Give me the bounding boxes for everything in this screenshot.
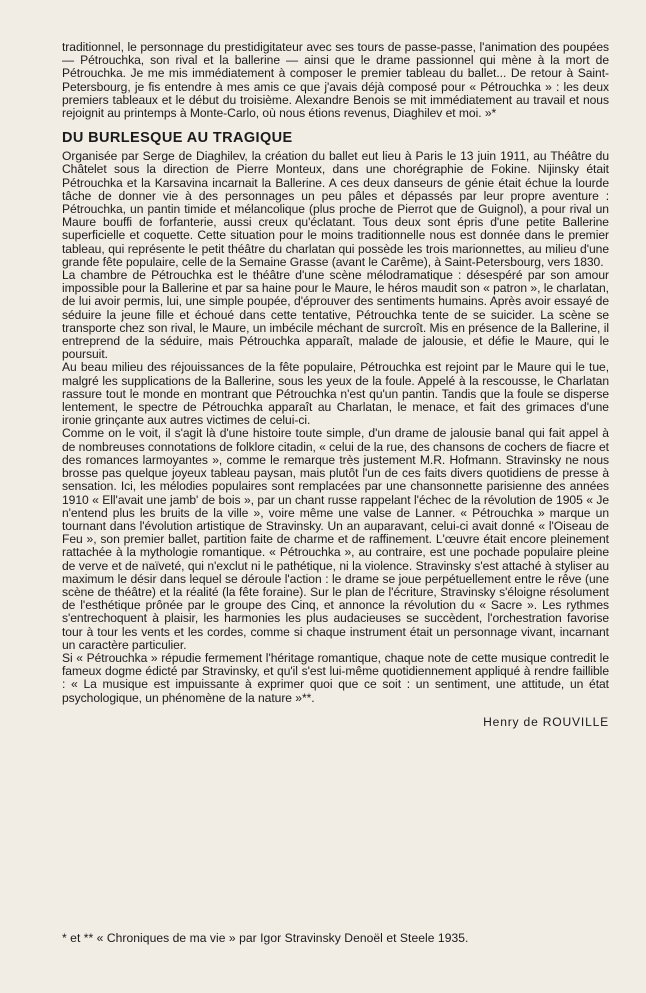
intro-paragraph: traditionnel, le personnage du prestidigitateur avec ses tours de passe-passe, l'animation des poupées — Pétrouchka, son rival et la ballerine — ainsi que le drame passionnel qui mène à la mort de Pétrouchka. Je me mis immédiatement à composer le premier tableau du ballet... De retour à Saint-Petersbourg, je fis entendre à mes amis ce que j'avais déjà composé pour « Pétrouchka » : les deux premiers tableaux et le début du troisième. Alexandre Benois se mit immédiatement au travail et nous rejoignit au printemps à Monte-Carlo, où nous étions revenus, Diaghilev et moi. »* bbox=[62, 40, 609, 121]
body-paragraph-5: Si « Pétrouchka » répudie fermement l'héritage romantique, chaque note de cette musique contredit le fameux dogme édicté par Stravinsky, et qu'il s'est lui-même quotidiennement appliqué à rendre faillible : « La musique est impuissante à exprimer quoi que ce soit : un sentiment, une attitude, un état psychologique, un phénomène de la nature »**. bbox=[62, 650, 609, 705]
body-paragraph-4: Comme on le voit, il s'agit là d'une histoire toute simple, d'un drame de jalousie banal qui fait appel à de nombreuses connotations de folklore citadin, « celui de la rue, des chansons de cochers de fiacre et des romances larmoyantes », comme le remarque très justement M.R. Hofmann. Stravinsky ne nous brosse pas quelque joyeux tableau paysan, mais plutôt l'un de ces faits divers quotidiens de presse à sensation. Ici, les mélodies populaires sont remplacées par une chansonnette parisienne des années 1910 « Ell'avait une jamb' de bois », par un chant russe rappelant l'échec de la révolution de 1905 « Je n'entend plus les bruits de la ville », voire même une valse de Lanner. « Pétrouchka » marque un tournant dans l'évolution artistique de Stravinsky. Un an auparavant, celui-ci avait donné « l'Oiseau de Feu », son premier ballet, partition faite de charme et de raffinement. L'œuvre était encore pleinement rattachée à la mythologie romantique. « Pétrouchka », au contraire, est une pochade populaire pleine de verve et de naïveté, qui n'exclut ni le pathétique, ni la violence. Stravinsky s'est attaché à styliser au maximum le désir dans lequel se déroule l'action : le drame se joue perpétuellement entre le rêve (une scène de théâtre) et la réalité (la fête foraine). Sur le plan de l'écriture, Stravinsky s'éloigne résolument de l'esthétique prônée par le groupe des Cinq, et annonce la révolution du « Sacre ». Les rythmes s'entrechoquent à plaisir, les harmonies les plus audacieuses se succèdent, l'orchestration favorise tour à tour les vents et les cordes, comme si chaque instrument était un personnage vivant, incarnant un caractère particulier. bbox=[62, 426, 609, 652]
body-paragraph-2: La chambre de Pétrouchka est le théâtre d'une scène mélodramatique : désespéré par son amour impossible pour la Ballerine et par sa haine pour le Maure, le héros maudit son « patron », le charlatan, de lui avoir permis, lui, une simple poupée, d'éprouver des sentiments humains. Après avoir essayé de séduire la jeune fille et échoué dans cette tentative, Pétrouchka tente de se suicider. La scène se transporte chez son rival, le Maure, un imbécile méchant de surcroît. Mis en présence de la Ballerine, il entreprend de la séduire, mais Pétrouchka apparaît, malade de jalousie, et défie le Maure, qui le poursuit. bbox=[62, 268, 609, 362]
body-paragraph-3: Au beau milieu des réjouissances de la fête populaire, Pétrouchka est rejoint par le Maure qui le tue, malgré les supplications de la Ballerine, sous les yeux de la foule. Appelé à la rescousse, le Charlatan rassure tout le monde en montrant que Pétrouchka n'est qu'un pantin. Tandis que la foule se disperse lentement, le spectre de Pétrouchka apparaît au Charlatan, le menace, et fait des grimaces d'une ironie grinçante aux autres victimes de celui-ci. bbox=[62, 360, 609, 428]
author-signature: Henry de ROUVILLE bbox=[483, 714, 609, 729]
footnote: * et ** « Chroniques de ma vie » par Igor Stravinsky Denoël et Steele 1935. bbox=[62, 931, 469, 945]
document-body bbox=[62, 41, 609, 729]
section-heading: DU BURLESQUE AU TRAGIQUE bbox=[62, 130, 293, 147]
body-paragraph-1: Organisée par Serge de Diaghilev, la création du ballet eut lieu à Paris le 13 juin 1911, au Théâtre du Châtelet sous la direction de Pierre Monteux, dans une chorégraphie de Fokine. Nijinsky était Pétrouchka et la Karsavina incarnait la Ballerine. A ces deux danseurs de génie était échue la lourde tâche de donner vie à des personnages un peu pâles et dépassés par leur propre aventure : Pétrouchka, un pantin timide et mélancolique (plus proche de Pierrot que de Guignol), a pour rival un Maure bouffi de forfanterie, aussi creux qu'éclatant. Tous deux sont épris d'une petite Ballerine superficielle et coquette. Cette situation pour le moins traditionnelle nous est donnée dans le premier tableau, qui représente le petit théâtre du charlatan qui possède les trois marionnettes, au milieu d'une grande fête populaire, celle de la Semaine Grasse (avant le Carême), à Saint-Petersbourg, vers 1830. bbox=[62, 149, 609, 269]
